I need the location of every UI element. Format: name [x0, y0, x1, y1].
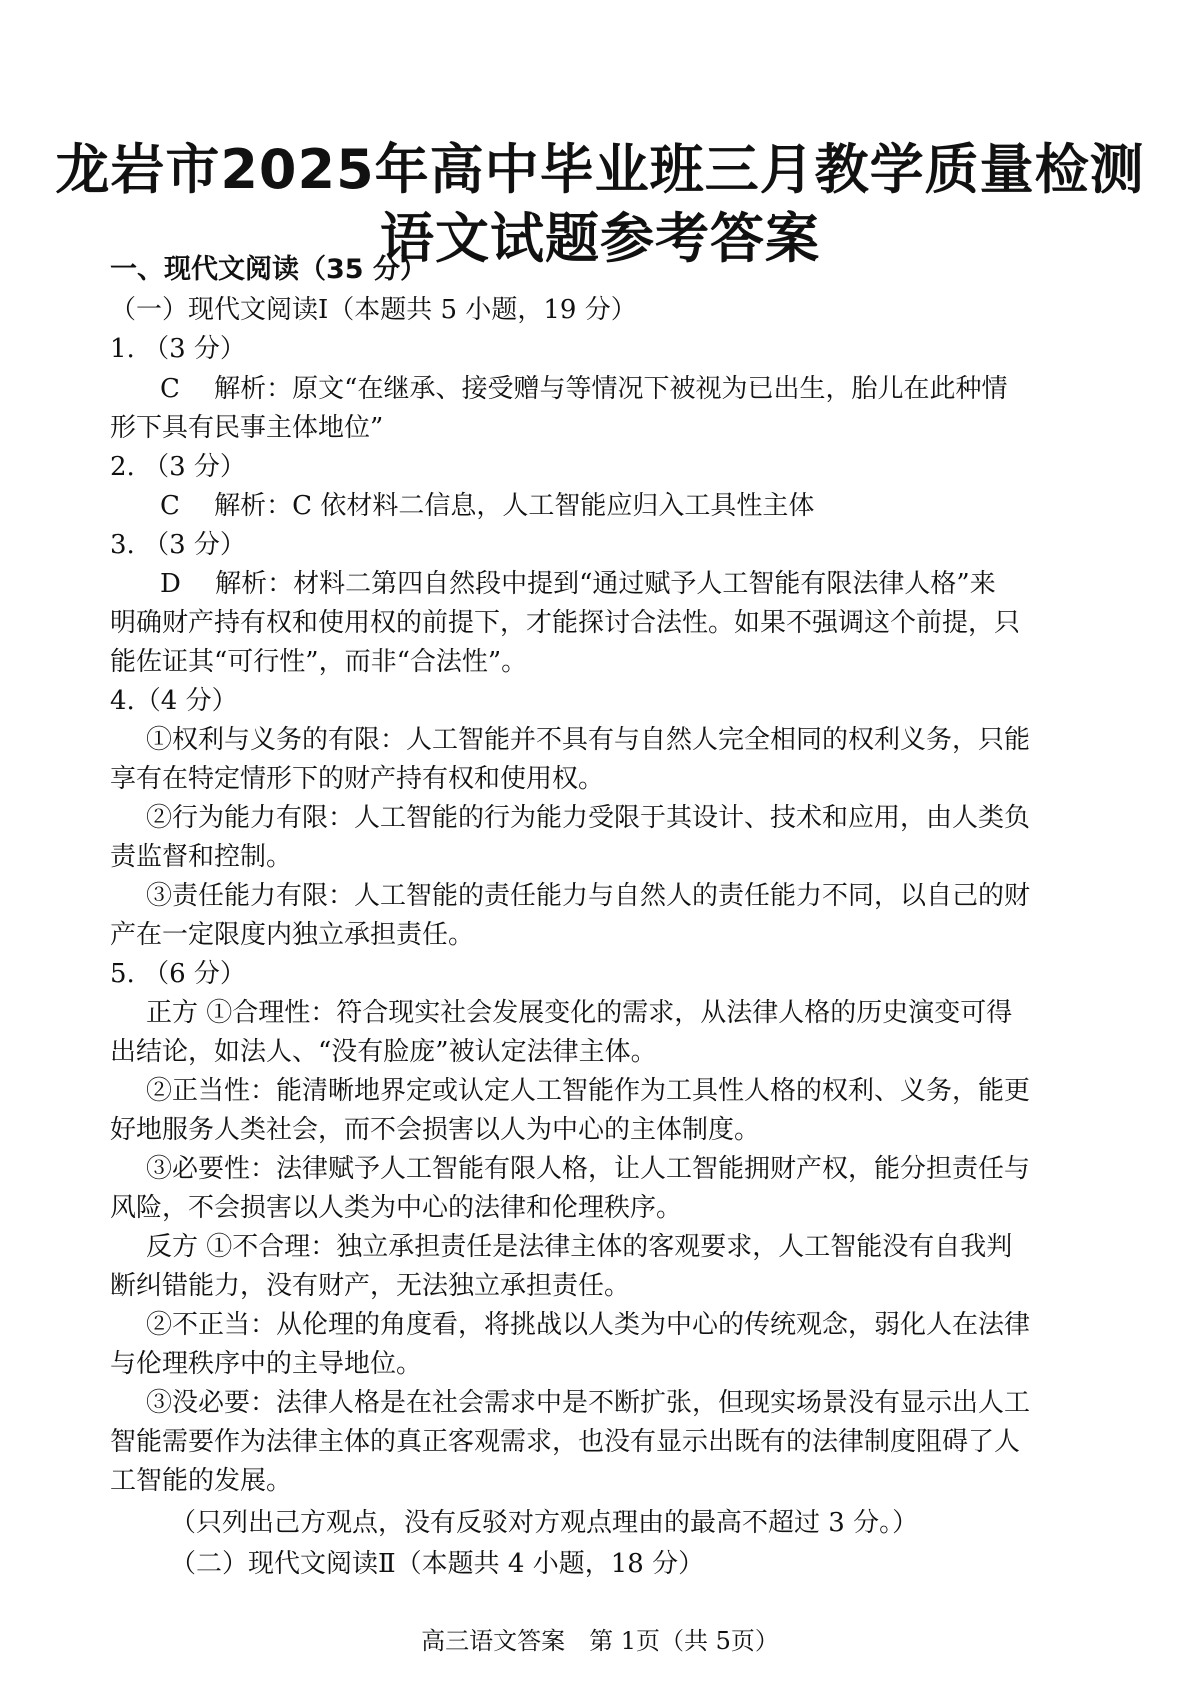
answer-text: ②正当性：能清晰地界定或认定人工智能作为工具性人格的权利、义务，能更	[146, 1076, 1031, 1106]
page-footer: 高三语文答案 第 1页（共 5页）	[421, 1627, 779, 1655]
question-number: 4.（4 分）	[110, 686, 238, 716]
answer-text: ③没必要：法律人格是在社会需求中是不断扩张，但现实场景没有显示出人工	[146, 1388, 1031, 1418]
answer-text: D 解析：材料二第四自然段中提到“通过赋予人工智能有限法律人格”来	[160, 569, 996, 599]
subsection-heading: （一）现代文阅读Ⅰ（本题共 5 小题，19 分）	[110, 295, 637, 325]
answer-text: ②不正当：从伦理的角度看，将挑战以人类为中心的传统观念，弱化人在法律	[146, 1310, 1031, 1340]
answer-text: 与伦理秩序中的主导地位。	[110, 1349, 423, 1379]
question-number: 1. （3 分）	[110, 334, 246, 364]
answer-text: 出结论，如法人、“没有脸庞”被认定法律主体。	[110, 1037, 657, 1067]
answer-text: 反方 ①不合理：独立承担责任是法律主体的客观要求，人工智能没有自我判	[146, 1232, 1013, 1262]
document-title: 龙岩市2025年高中毕业班三月教学质量检测	[55, 138, 1145, 201]
answer-text: 断纠错能力，没有财产，无法独立承担责任。	[110, 1271, 631, 1301]
answer-text: C 解析：原文“在继承、接受赠与等情况下被视为已出生，胎儿在此种情	[160, 374, 1008, 404]
answer-text: 智能需要作为法律主体的真正客观需求，也没有显示出既有的法律制度阻碍了人	[110, 1427, 1021, 1457]
subsection-heading: （二）现代文阅读Ⅱ（本题共 4 小题，18 分）	[170, 1549, 705, 1579]
answer-text: 形下具有民事主体地位”	[110, 413, 384, 443]
answer-text: ③责任能力有限：人工智能的责任能力与自然人的责任能力不同，以自己的财	[146, 881, 1031, 911]
question-number: 2. （3 分）	[110, 452, 246, 482]
document-subtitle: 语文试题参考答案	[380, 207, 820, 270]
answer-text: 责监督和控制。	[110, 842, 293, 872]
question-number: 3. （3 分）	[110, 530, 246, 560]
answer-text: 明确财产持有权和使用权的前提下，才能探讨合法性。如果不强调这个前提，只	[110, 608, 1021, 638]
answer-text: 工智能的发展。	[110, 1466, 293, 1496]
section-heading: 一、现代文阅读（35 分）	[110, 254, 427, 285]
answer-text: ①权利与义务的有限：人工智能并不具有与自然人完全相同的权利义务，只能	[146, 725, 1031, 755]
answer-text: 风险，不会损害以人类为中心的法律和伦理秩序。	[110, 1193, 683, 1223]
answer-text: 好地服务人类社会，而不会损害以人为中心的主体制度。	[110, 1115, 761, 1145]
answer-text: 享有在特定情形下的财产持有权和使用权。	[110, 764, 605, 794]
answer-text: C 解析：C 依材料二信息，人工智能应归入工具性主体	[160, 491, 815, 521]
question-number: 5. （6 分）	[110, 959, 246, 989]
answer-text: ②行为能力有限：人工智能的行为能力受限于其设计、技术和应用，由人类负	[146, 803, 1031, 833]
scoring-note: （只列出己方观点，没有反驳对方观点理由的最高不超过 3 分。）	[170, 1508, 919, 1538]
answer-text: 产在一定限度内独立承担责任。	[110, 920, 475, 950]
answer-text: 能佐证其“可行性”，而非“合法性”。	[110, 647, 528, 677]
answer-text: 正方 ①合理性：符合现实社会发展变化的需求，从法律人格的历史演变可得	[146, 998, 1013, 1028]
answer-text: ③必要性：法律赋予人工智能有限人格，让人工智能拥财产权，能分担责任与	[146, 1154, 1031, 1184]
